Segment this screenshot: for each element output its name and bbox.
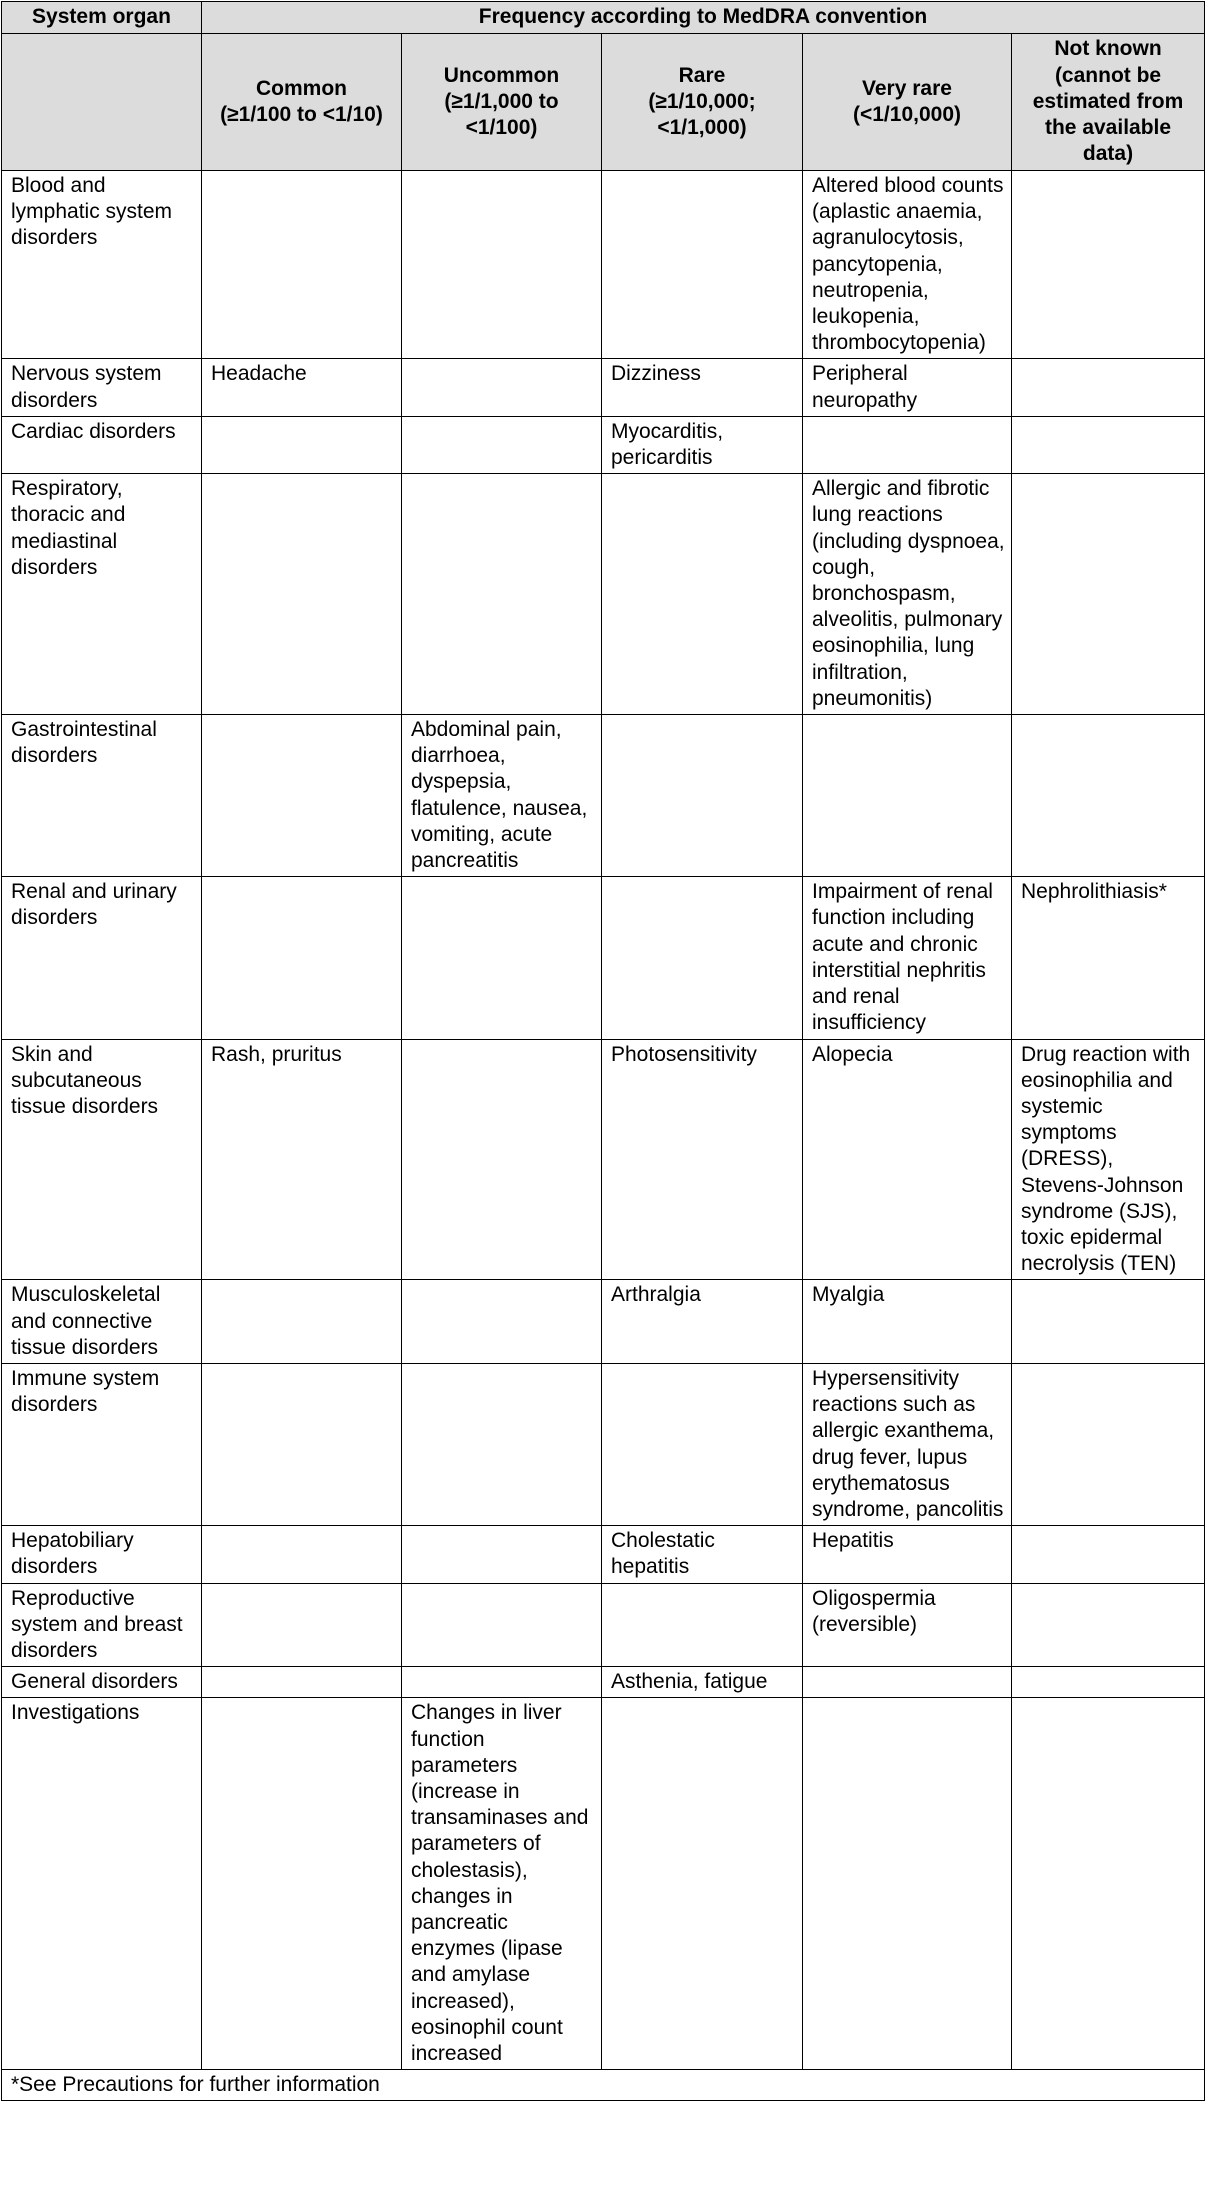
- system-organ-cell: Renal and urinary disorders: [2, 877, 202, 1039]
- common-cell: [202, 1583, 402, 1667]
- common-cell: [202, 171, 402, 359]
- rare-cell: Arthralgia: [602, 1280, 803, 1364]
- system-organ-cell: Investigations: [2, 1698, 202, 2070]
- table-row: [2, 1583, 1205, 1667]
- blank-header-cell: [2, 34, 202, 171]
- uncommon-cell: [402, 1583, 602, 1667]
- table-row: [2, 1280, 1205, 1364]
- table-row: [2, 416, 1205, 473]
- column-header-not-known: Not known (cannot be estimated from the available data): [1012, 34, 1205, 171]
- common-cell: [202, 1363, 402, 1525]
- uncommon-cell: Abdominal pain, diarrhoea, dyspepsia, flatulence, nausea, vomiting, acute pancreatitis: [402, 715, 602, 877]
- rare-cell: [602, 1698, 803, 2070]
- table-row: [2, 171, 1205, 359]
- footnote-row: [2, 2070, 1205, 2101]
- column-header-uncommon: Uncommon (≥1/1,000 to <1/100): [402, 34, 602, 171]
- table-row: [2, 1363, 1205, 1525]
- very-rare-cell: [803, 1698, 1012, 2070]
- common-cell: [202, 715, 402, 877]
- table-body: [2, 171, 1205, 2070]
- table-row: [2, 877, 1205, 1039]
- very-rare-cell: Alopecia: [803, 1039, 1012, 1280]
- table-row: [2, 1526, 1205, 1583]
- table-row: [2, 474, 1205, 715]
- system-organ-cell: Nervous system disorders: [2, 359, 202, 416]
- system-organ-cell: Gastrointestinal disorders: [2, 715, 202, 877]
- not-known-cell: [1012, 715, 1205, 877]
- header-row-2: [2, 34, 1205, 171]
- very-rare-cell: [803, 1667, 1012, 1698]
- common-cell: [202, 1667, 402, 1698]
- rare-cell: Photosensitivity: [602, 1039, 803, 1280]
- not-known-cell: [1012, 171, 1205, 359]
- uncommon-cell: [402, 1039, 602, 1280]
- system-organ-cell: General disorders: [2, 1667, 202, 1698]
- table-row: [2, 1698, 1205, 2070]
- very-rare-cell: Allergic and fibrotic lung reactions (including dyspnoea, cough, bronchospasm, alveolitis, pulmonary eosinophilia, lung infiltration, pneumonitis): [803, 474, 1012, 715]
- very-rare-cell: Oligospermia (reversible): [803, 1583, 1012, 1667]
- not-known-cell: Nephrolithiasis*: [1012, 877, 1205, 1039]
- uncommon-cell: [402, 1667, 602, 1698]
- very-rare-cell: [803, 416, 1012, 473]
- not-known-cell: [1012, 1280, 1205, 1364]
- not-known-cell: [1012, 359, 1205, 416]
- very-rare-cell: Impairment of renal function including acute and chronic interstitial nephritis and renal insufficiency: [803, 877, 1012, 1039]
- uncommon-cell: [402, 1363, 602, 1525]
- footnote: *See Precautions for further information: [2, 2070, 1205, 2101]
- common-cell: Headache: [202, 359, 402, 416]
- not-known-cell: [1012, 1583, 1205, 1667]
- common-cell: [202, 474, 402, 715]
- not-known-cell: [1012, 1667, 1205, 1698]
- system-organ-cell: Respiratory, thoracic and mediastinal disorders: [2, 474, 202, 715]
- rare-cell: Myocarditis, pericarditis: [602, 416, 803, 473]
- uncommon-cell: [402, 359, 602, 416]
- not-known-cell: [1012, 474, 1205, 715]
- not-known-cell: [1012, 416, 1205, 473]
- uncommon-cell: [402, 1280, 602, 1364]
- not-known-cell: [1012, 1698, 1205, 2070]
- uncommon-cell: [402, 416, 602, 473]
- rare-cell: [602, 1363, 803, 1525]
- not-known-cell: Drug reaction with eosinophilia and systemic symptoms (DRESS), Stevens-Johnson syndrome (SJS), toxic epidermal necrolysis (TEN): [1012, 1039, 1205, 1280]
- very-rare-cell: Altered blood counts (aplastic anaemia, agranulocytosis, pancytopenia, neutropenia, leukopenia, thrombocytopenia): [803, 171, 1012, 359]
- uncommon-cell: [402, 474, 602, 715]
- very-rare-cell: Hepatitis: [803, 1526, 1012, 1583]
- rare-cell: Asthenia, fatigue: [602, 1667, 803, 1698]
- very-rare-cell: Hypersensitivity reactions such as allergic exanthema, drug fever, lupus erythematosus syndrome, pancolitis: [803, 1363, 1012, 1525]
- system-organ-cell: Cardiac disorders: [2, 416, 202, 473]
- system-organ-cell: Musculoskeletal and connective tissue disorders: [2, 1280, 202, 1364]
- very-rare-cell: [803, 715, 1012, 877]
- adverse-reactions-table: [1, 1, 1205, 2101]
- very-rare-cell: Peripheral neuropathy: [803, 359, 1012, 416]
- column-header-common: Common (≥1/100 to <1/10): [202, 34, 402, 171]
- very-rare-cell: Myalgia: [803, 1280, 1012, 1364]
- system-organ-cell: Hepatobiliary disorders: [2, 1526, 202, 1583]
- rare-cell: [602, 171, 803, 359]
- system-organ-header: System organ: [2, 2, 202, 34]
- uncommon-cell: [402, 1526, 602, 1583]
- table-row: [2, 1039, 1205, 1280]
- uncommon-cell: [402, 171, 602, 359]
- column-header-very-rare: Very rare (<1/10,000): [803, 34, 1012, 171]
- common-cell: Rash, pruritus: [202, 1039, 402, 1280]
- system-organ-cell: Immune system disorders: [2, 1363, 202, 1525]
- system-organ-cell: Skin and subcutaneous tissue disorders: [2, 1039, 202, 1280]
- rare-cell: [602, 715, 803, 877]
- rare-cell: [602, 877, 803, 1039]
- uncommon-cell: [402, 877, 602, 1039]
- frequency-header: Frequency according to MedDRA convention: [202, 2, 1205, 34]
- table-row: [2, 1667, 1205, 1698]
- rare-cell: Cholestatic hepatitis: [602, 1526, 803, 1583]
- uncommon-cell: Changes in liver function parameters (increase in transaminases and parameters of cholestasis), changes in pancreatic enzymes (lipase and amylase increased), eosinophil count increased: [402, 1698, 602, 2070]
- not-known-cell: [1012, 1526, 1205, 1583]
- table-row: [2, 359, 1205, 416]
- not-known-cell: [1012, 1363, 1205, 1525]
- common-cell: [202, 1280, 402, 1364]
- column-header-rare: Rare (≥1/10,000; <1/1,000): [602, 34, 803, 171]
- rare-cell: [602, 474, 803, 715]
- common-cell: [202, 877, 402, 1039]
- system-organ-cell: Reproductive system and breast disorders: [2, 1583, 202, 1667]
- table-row: [2, 715, 1205, 877]
- rare-cell: Dizziness: [602, 359, 803, 416]
- common-cell: [202, 1698, 402, 2070]
- common-cell: [202, 1526, 402, 1583]
- rare-cell: [602, 1583, 803, 1667]
- system-organ-cell: Blood and lymphatic system disorders: [2, 171, 202, 359]
- header-row-1: [2, 2, 1205, 34]
- common-cell: [202, 416, 402, 473]
